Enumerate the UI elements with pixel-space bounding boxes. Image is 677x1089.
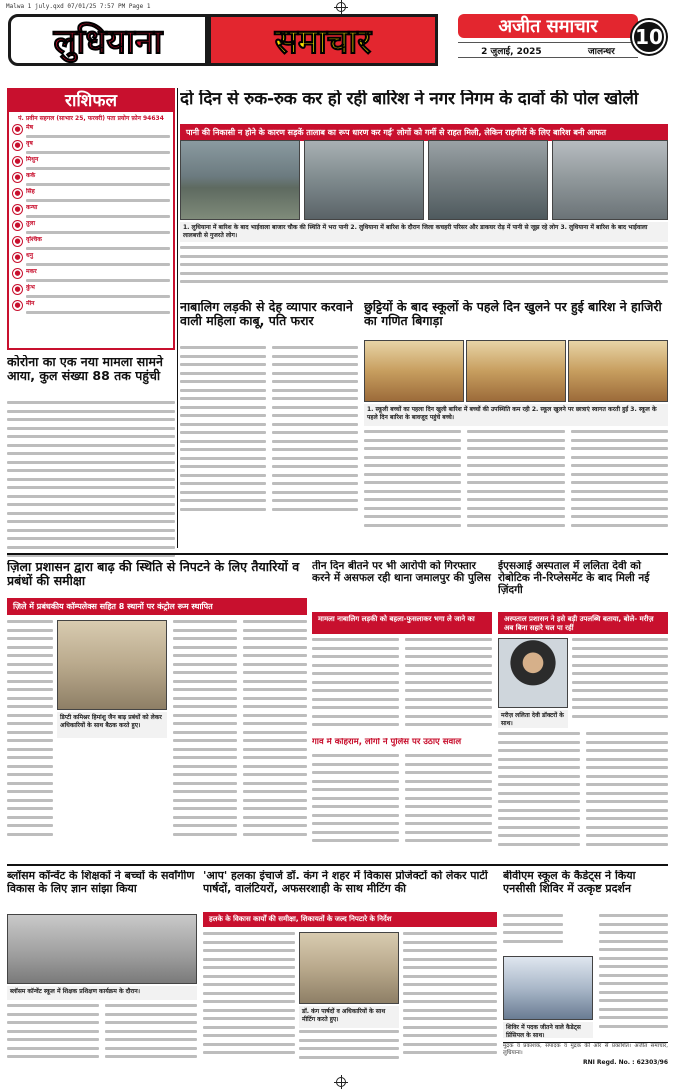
zodiac-icon: ●: [12, 204, 23, 215]
bvm-body: [599, 914, 668, 1038]
flood-headline: ज़िला प्रशासन द्वारा बाढ़ की स्थिति से निपटने के लिए तैयारियों व प्रबंधों की समीक्षा: [7, 560, 300, 589]
bvm-body-left: [503, 914, 563, 954]
aap-headline: 'आप' हलका इंचार्ज डॉ. कंग ने शहर में विकास प्रोजेक्टों को लेकर पार्टी पार्षदों, वालंटियरों, अफसरशाही के साथ मीटिंग की: [203, 870, 488, 895]
rashi-row: [9, 268, 173, 283]
aap-body-left: [203, 932, 295, 1068]
rashi-row: [9, 220, 173, 235]
rashi-row: [9, 284, 173, 299]
rashi-row: [9, 188, 173, 203]
school-photo-1: [364, 340, 464, 402]
lead-strip: पानी की निकासी न होने के कारण सड़कें तालाब का रूप धारण कर गई' लोगों को गर्मी से राहत मिली, लेकिन राहगीरों के लिए बारिश बनी आफत: [180, 124, 668, 141]
flood-photo: [57, 620, 167, 710]
rashi-name: कन्या: [26, 204, 38, 211]
hospital-story: [498, 560, 668, 860]
rashi-name: धनु: [26, 252, 34, 259]
rashi-name: तुला: [26, 220, 36, 227]
aap-photo: [299, 932, 399, 1004]
print-slug: Malwa 1 july.qxd 07/01/25 7:57 PM Page 1: [6, 3, 151, 10]
zodiac-icon: ●: [12, 220, 23, 231]
section-title-box-2: [208, 14, 438, 66]
registration-mark-icon: [336, 2, 346, 12]
hospital-body-top: [572, 638, 668, 728]
police-headline: तीन दिन बीतने पर भी आरोपी को गिरफ्तार करने में असफल रही थाना जमालपुर की पुलिस: [312, 560, 491, 585]
corona-story: [7, 355, 175, 585]
hospital-headline: ईएसआई अस्पताल में ललिता देवी को रोबोटिक नी-रिप्लेसमेंट के बाद मिली नई ज़िंदगी: [498, 560, 650, 597]
police-story: [312, 560, 492, 860]
zodiac-icon: ●: [12, 172, 23, 183]
school-photo-3: [568, 340, 668, 402]
zodiac-icon: ●: [12, 284, 23, 295]
bvm-photo: [503, 956, 593, 1020]
zodiac-icon: ●: [12, 236, 23, 247]
aap-caption: डॉ. कंग पार्षदों व अधिकारियों के साथ मीटिंग करते हुए।: [299, 1006, 399, 1028]
section-title-box: [8, 14, 208, 66]
footer-rni: RNI Regd. No. : 62303/96: [582, 1059, 668, 1066]
minor-headline: नाबालिग लड़की से देह व्यापार करवाने वाली महिला काबू, पति फरार: [180, 300, 353, 329]
rashi-name: वृश्चिक: [26, 236, 42, 243]
aap-strip: हलके के विकास कार्यों की समीक्षा, शिकायतों के जल्द निपटारे के निर्देश: [203, 912, 497, 927]
zodiac-icon: ●: [12, 124, 23, 135]
minor-body: [180, 346, 358, 546]
bvm-story: [503, 870, 668, 1038]
lead-headline: दो दिन से रुक-रुक कर हो रही बारिश ने नगर निगम के दावों की पोल खोली: [180, 90, 639, 109]
police-subhead: गांव में कोहराम, लोगों ने पुलिस पर उठाए सवाल: [312, 738, 462, 747]
footer: [503, 1042, 668, 1072]
flood-body-left: [7, 620, 53, 850]
registration-mark-icon: [336, 1077, 346, 1087]
hospital-body: [498, 732, 668, 858]
hospital-photo: [498, 638, 568, 708]
police-body-2: [312, 754, 492, 854]
aap-body-bottom: [299, 1030, 399, 1068]
brand-block: [448, 14, 668, 66]
issue-city: जालन्धर: [588, 46, 615, 57]
hospital-strip: अस्पताल प्रशासन ने इसे बड़ी उपलब्धि बताया, बोले- मरीज़ अब बिना सहारे चल पा रहीं: [498, 612, 668, 634]
minor-story: [180, 300, 358, 550]
school-caption: 1. स्कूली बच्चों का पहला दिन खुली बारिश में बच्चों की उपस्थिति कम रही 2. स्कूल खुलने पर छात्राएं स्वागत करती हुईं 3. स्कूल के पहले दिन बारिश के बावजूद पहुंचे बच्चे।: [364, 404, 668, 426]
corona-headline: कोरोना का एक नया मामला सामने आया, कुल संख्या 88 तक पहुंची: [7, 355, 163, 384]
rain-photo-1: [180, 140, 300, 220]
rashi-row: [9, 204, 173, 219]
rashi-name: मीन: [26, 300, 35, 307]
zodiac-icon: ●: [12, 268, 23, 279]
blossom-photo: [7, 914, 197, 984]
rain-photo-2: [304, 140, 424, 220]
lead-caption: 1. लुधियाना में बारिश के बाद भाईवाला बाजार चौक की स्थिति में भरा पानी 2. लुधियाना में बारिश के दौरान जिला कचहरी परिसर और डाकघर रोड़ में पानी से जूझ रहे लोग 3. लुधियाना में बारिश के बाद भाईवाला लालबत्ती से गुजरते लोग।: [180, 222, 668, 242]
rashi-name: कुंभ: [26, 284, 35, 291]
rain-photo-3: [428, 140, 548, 220]
issue-date: 2 जुलाई, 2025: [481, 46, 542, 57]
police-body-1: [312, 638, 492, 736]
rashi-row: [9, 300, 173, 315]
section-rule: [7, 553, 668, 555]
blossom-body: [7, 1004, 197, 1068]
rashi-row: [9, 236, 173, 251]
aap-body-right: [403, 932, 497, 1068]
rashi-row: [9, 124, 173, 139]
rashi-name: वृष: [26, 140, 33, 147]
zodiac-icon: ●: [12, 252, 23, 263]
column-rule: [177, 88, 178, 548]
rashi-name: मिथुन: [26, 156, 39, 163]
section-title: लुधियाना: [53, 22, 163, 62]
rashi-name: मेष: [26, 124, 34, 131]
page-number-badge: 10: [632, 20, 666, 54]
lead-story: [180, 90, 668, 295]
rashi-name: सिंह: [26, 188, 35, 195]
dateline: [458, 42, 638, 58]
rashifal-subtitle: पं. प्रवीन सहगल (साभार 25, फरवरी) पता प्रयोग फ़ोन 94634: [18, 115, 164, 122]
rashi-row: [9, 156, 173, 171]
police-strip: मामला नाबालिग लड़की को बहला-फुसलाकर भगा ले जाने का: [312, 612, 492, 634]
blossom-story: [7, 870, 197, 1070]
rashifal-list: [9, 124, 173, 315]
rashi-row: [9, 172, 173, 187]
rashifal-box: [7, 88, 175, 350]
school-story: [364, 300, 668, 550]
flood-body-right: [173, 620, 307, 850]
school-headline: छुट्टियों के बाद स्कूलों के पहले दिन खुलने पर हुई बारिश ने हाजिरी का गणित बिगाड़ा: [364, 300, 662, 329]
school-body: [364, 430, 668, 548]
blossom-headline: ब्लॉसम कॉन्वेंट के शिक्षकों ने बच्चों के सर्वांगीण विकास के लिए ज्ञान सांझा किया: [7, 870, 195, 895]
rashifal-title: राशिफल: [9, 90, 173, 112]
zodiac-icon: ●: [12, 140, 23, 151]
footer-imprint: मुद्रक व प्रकाशक, संपादक व मुद्रक की ओर से प्रकाशित। अजीत समाचार, लुधियाना।: [503, 1043, 668, 1056]
zodiac-icon: ●: [12, 188, 23, 199]
rashi-row: [9, 252, 173, 267]
zodiac-icon: ●: [12, 156, 23, 167]
bvm-headline: बीवीएम स्कूल के कैडेट्स ने किया एनसीसी शिविर में उत्कृष्ट प्रदर्शन: [503, 870, 636, 895]
rashi-name: मकर: [26, 268, 37, 275]
flood-story: [7, 560, 307, 860]
hospital-caption: मरीज़ ललिता देवी डॉक्टरों के साथ।: [498, 710, 568, 728]
school-photo-2: [466, 340, 566, 402]
masthead: [8, 14, 668, 70]
rashi-row: [9, 140, 173, 155]
rain-photo-4: [552, 140, 668, 220]
section-title-2: समाचार: [274, 22, 372, 62]
lead-body: [180, 246, 668, 294]
flood-caption: डिप्टी कमिश्नर हिमांशु जैन बाढ़ प्रबंधों को लेकर अधिकारियों के साथ बैठक करते हुए।: [57, 712, 167, 738]
bvm-caption: शिविर में पदक जीतने वाले कैडेट्स प्रिंसिपल के साथ।: [503, 1022, 593, 1038]
rashi-name: कर्क: [26, 172, 36, 179]
flood-strip: ज़िले में प्रबंधकीय कॉम्पलेक्स सहित 8 स्थानों पर कंट्रोल रूम स्थापित: [7, 598, 307, 615]
brand-logo: अजीत समाचार: [458, 14, 638, 38]
blossom-caption: ब्लॉसम कॉन्वेंट स्कूल में शिक्षक प्रशिक्षण कार्यक्रम के दौरान।: [7, 986, 197, 1000]
section-rule: [7, 864, 668, 866]
zodiac-icon: ●: [12, 300, 23, 311]
aap-story: [203, 870, 497, 1070]
